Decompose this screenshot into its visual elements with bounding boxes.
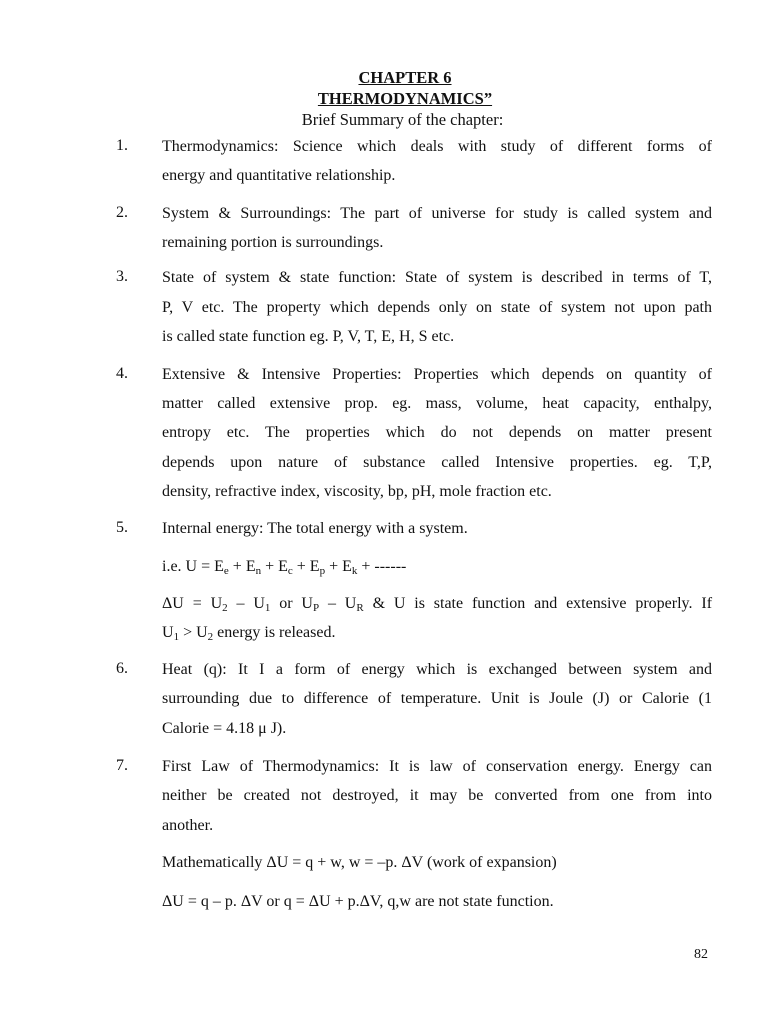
item-number: 4.: [116, 365, 128, 382]
item-line: entropy etc. The properties which do not depends on matter present: [162, 424, 712, 441]
item-line: energy and quantitative relationship.: [162, 167, 396, 184]
item-line: Thermodynamics: Science which deals with study of different forms of: [162, 138, 712, 155]
chapter-subtitle: Brief Summary of the chapter:: [301, 110, 504, 129]
item-line: State of system & state function: State of system is described in terms of T,: [162, 269, 712, 286]
item-line: System & Surroundings: The part of universe for study is called system and: [162, 205, 712, 222]
item-line: another.: [162, 817, 214, 834]
item-number: 5.: [116, 519, 128, 536]
item-number: 3.: [116, 268, 128, 285]
item-line: Internal energy: The total energy with a system.: [162, 520, 468, 537]
first-law-math: Mathematically ΔU = q + w, w = –p. ΔV (work of expansion): [162, 854, 557, 871]
item-line: Calorie = 4.18 μ J).: [162, 720, 287, 737]
item-line: Heat (q): It I a form of energy which is exchanged between system and: [162, 661, 712, 678]
item-line: neither be created not destroyed, it may be converted from one from into: [162, 787, 712, 804]
item-line: depends upon nature of substance called Intensive properties. eg. T,P,: [162, 454, 712, 471]
item-line: is called state function eg. P, V, T, E, H, S etc.: [162, 328, 455, 345]
item-line: remaining portion is surroundings.: [162, 234, 384, 251]
item-number: 2.: [116, 204, 128, 221]
delta-u-equation: $\Delta U = U_2 - U_1$ or $U_P - U_R$ & U is state function and extensive properly. If: [162, 595, 713, 614]
first-law-math-2: ΔU = q – p. ΔV or q = ΔU + p.ΔV, q,w are not state function.: [162, 893, 554, 910]
item-line: surrounding due to difference of temperature. Unit is Joule (J) or Calorie (1: [162, 690, 712, 707]
item-line: matter called extensive prop. eg. mass, volume, heat capacity, enthalpy,: [162, 395, 712, 412]
item-line: First Law of Thermodynamics: It is law of conservation energy. Energy can: [162, 758, 712, 775]
delta-u-condition: $U_1 > U_2$ energy is released.: [162, 624, 336, 643]
item-number: 7.: [116, 757, 128, 774]
item-line: Extensive & Intensive Properties: Properties which depends on quantity of: [162, 366, 712, 383]
item-number: 1.: [116, 137, 128, 154]
page-number: 82: [694, 947, 708, 962]
item-line: P, V etc. The property which depends only on state of system not upon path: [162, 299, 712, 316]
internal-energy-equation: i.e. $U = E_e + E_n + E_c + E_p + E_k$ + ------: [162, 558, 407, 577]
chapter-title: THERMODYNAMICS”: [317, 89, 493, 108]
item-line: density, refractive index, viscosity, bp, pH, mole fraction etc.: [162, 483, 552, 500]
item-number: 6.: [116, 660, 128, 677]
chapter-number: CHAPTER 6: [358, 68, 452, 87]
